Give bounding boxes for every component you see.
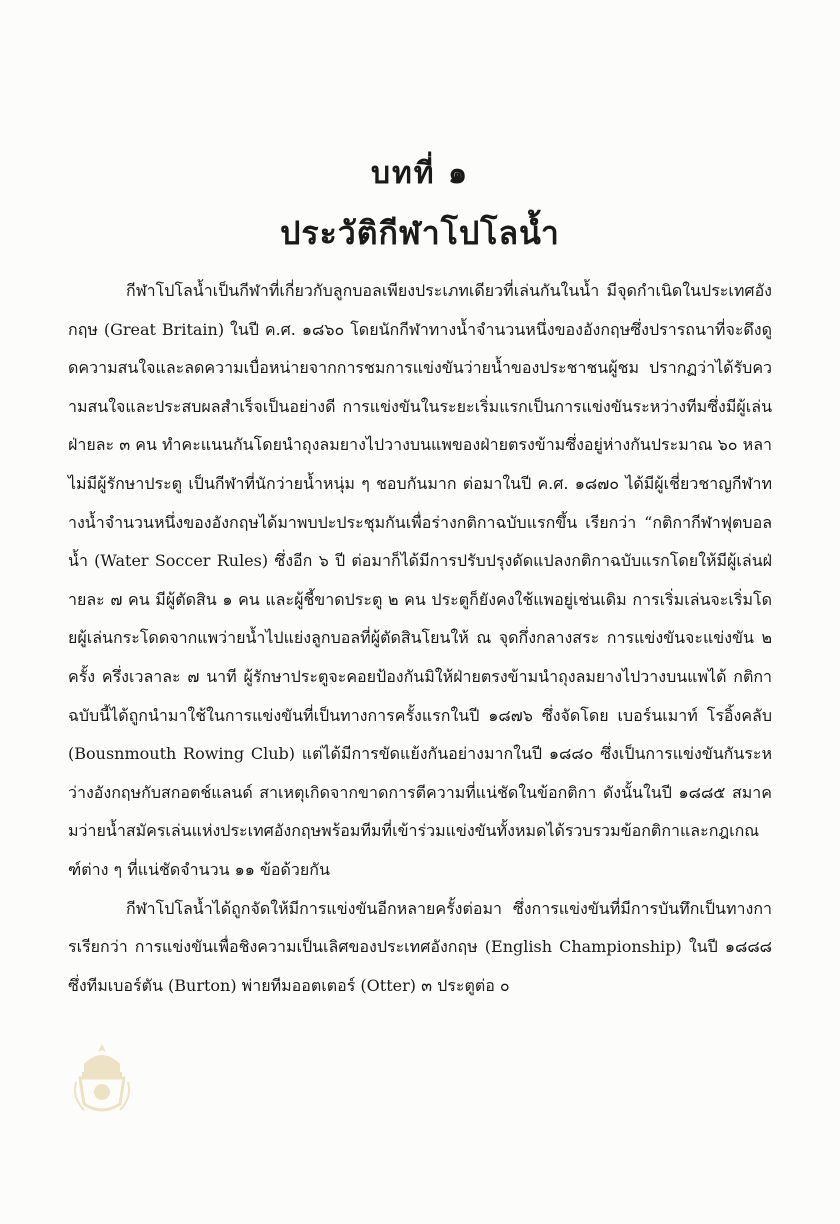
paragraph-history: กีฬาโปโลน้ำเป็นกีฬาที่เกี่ยวกับลูกบอลเพียงประเภทเดียวที่เล่นกันในน้ำ มีจุดกำเนิดในประเทศอังกฤษ (Great Britain) ในปี ค.ศ. ๑๘๖๐ โดยนักกีฬาทางน้ำจำนวนหนึ่งของอังกฤษซึ่งปรารถนาที่จะดึงดูดความสนใจและลดความเบื่อหน่ายจากการชมการแข่งขันว่ายน้ำของประชาชนผู้ชม ปรากฏว่าได้รับความสนใจและประสบผลสำเร็จเป็นอย่างดี การแข่งขันในระยะเริ่มแรกเป็นการแข่งขันระหว่างทีมซึ่งมีผู้เล่นฝ่ายละ ๓ คน ทำคะแนนกันโดยนำถุงลมยางไปวางบนแพของฝ่ายตรงข้ามซึ่งอยู่ห่างกันประมาณ ๖๐ หลา ไม่มีผู้รักษาประตู เป็นกีฬาที่นักว่ายน้ำหนุ่ม ๆ ชอบกันมาก ต่อมาในปี ค.ศ. ๑๘๗๐ ได้มีผู้เชี่ยวชาญกีฬาทางน้ำจำนวนหนึ่งของอังกฤษได้มาพบปะประชุมกันเพื่อร่างกติกาฉบับแรกขึ้น เรียกว่า “กติกากีฬาฟุตบอลน้ำ (Water Soccer Rules) ซึ่งอีก ๖ ปี ต่อมาก็ได้มีการปรับปรุงดัดแปลงกติกาฉบับแรกโดยให้มีผู้เล่นฝ่ายละ ๗ คน มีผู้ตัดสิน ๑ คน และผู้ชี้ขาดประตู ๒ คน ประตูก็ยังคงใช้แพอยู่เช่นเดิม การเริ่มเล่นจะเริ่มโดยผู้เล่นกระโดดจากแพว่ายน้ำไปแย่งลูกบอลที่ผู้ตัดสินโยนให้ ณ จุดกึ่งกลางสระ การแข่งขันจะแข่งขัน ๒ ครั้ง ครึ่งเวลาละ ๗ นาที ผู้รักษาประตูจะคอยป้องกันมิให้ฝ่ายตรงข้ามนำถุงลมยางไปวางบนแพได้ กติกาฉบับนี้ได้ถูกนำมาใช้ในการแข่งขันที่เป็นทางการครั้งแรกในปี ๑๘๗๖ ซึ่งจัดโดย เบอร์นเมาท์ โรอิ้งคลับ (Bousnmouth Rowing Club) แต่ได้มีการขัดแย้งกันอย่างมากในปี ๑๘๘๐ ซึ่งเป็นการแข่งขันกันระหว่างอังกฤษกับสกอตช์แลนด์ สาเหตุเกิดจากขาดการตีความที่แน่ชัดในข้อกติกา ดังนั้นในปี ๑๘๘๕ สมาคมว่ายน้ำสมัครเล่นแห่งประเทศอังกฤษพร้อมทีมที่เข้าร่วมแข่งขันทั้งหมดได้รวบรวมข้อกติกาและกฎเกณฑ์ต่าง ๆ ที่แน่ชัดจำนวน ๑๑ ข้อด้วยกัน: [68, 281, 772, 879]
body-text: [68, 272, 772, 1005]
chapter-title: ประวัติกีฬาโปโลน้ำ: [280, 214, 560, 252]
paragraph-championship: กีฬาโปโลน้ำได้ถูกจัดให้มีการแข่งขันอีกหลายครั้งต่อมา ซึ่งการแข่งขันที่มีการบันทึกเป็นทางการเรียกว่า การแข่งขันเพื่อชิงความเป็นเลิศของประเทศอังกฤษ (English Championship) ในปี ๑๘๘๘ ซึ่งทีมเบอร์ตัน (Burton) พ่ายทีมออตเตอร์ (Otter) ๓ ประตูต่อ ๐: [68, 898, 772, 995]
chapter-number: บทที่ ๑: [370, 156, 470, 191]
seal-watermark-icon: [70, 1042, 134, 1118]
